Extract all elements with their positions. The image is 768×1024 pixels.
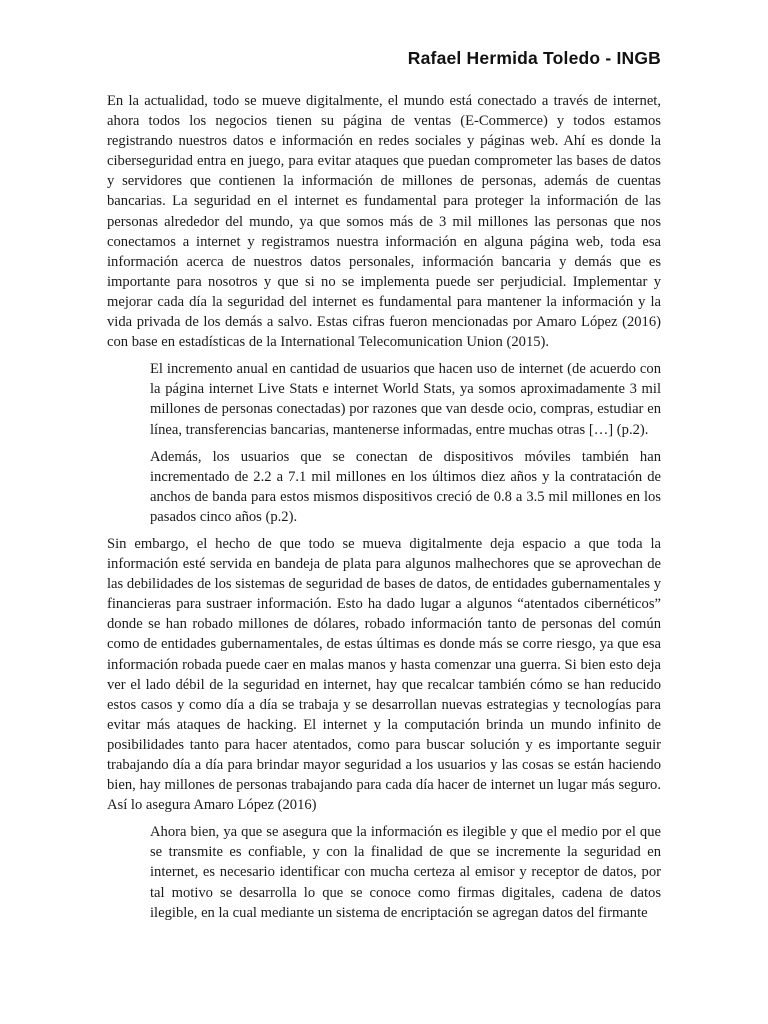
block-quote-1: El incremento anual en cantidad de usuarios que hacen uso de internet (de acuerdo con la página internet Live Stats e internet World Stats, ya somos aproximadamente 3 mil millones de personas conectadas) por razones que van desde ocio, compras, estudiar en línea, transferencias bancarias, mantenerse informadas, entre muchas otras […] (p.2). <box>150 361 661 438</box>
author-header: Rafael Hermida Toledo - INGB <box>407 48 661 68</box>
block-quote-3: Ahora bien, ya que se asegura que la información es ilegible y que el medio por el que se transmite es confiable, y con la finalidad de que se incremente la seguridad en internet, es necesario identificar con mucha certeza al emisor y receptor de datos, por tal motivo se desarrolla lo que se conoce como firmas digitales, cadena de datos ilegible, en la cual mediante un sistema de encriptación se agregan datos del firmante <box>150 824 661 921</box>
block-quote-2: Además, los usuarios que se conectan de dispositivos móviles también han incrementado de 2.2 a 7.1 mil millones en los últimos diez años y la contratación de anchos de banda para estos mismos dispositivos creció de 0.8 a 3.5 mil millones en los pasados cinco años (p.2). <box>150 448 661 525</box>
document-body <box>107 91 661 930</box>
body-paragraph-2: Sin embargo, el hecho de que todo se mueva digitalmente deja espacio a que toda la información esté servida en bandeja de plata para algunos malhechores que se aprovechan de las debilidades de los sistemas de seguridad de bases de datos, de entidades gubernamentales y financieras para sustraer información. Esto ha dado lugar a algunos “atentados cibernéticos” donde se han robado millones de dólares, robado información tanto de personas del común como de entidades gubernamentales, de estas últimas es donde más se corre riesgo, ya que esa información robada puede caer en malas manos y hasta comenzar una guerra. Si bien esto deja ver el lado débil de la seguridad en internet, hay que recalcar también cómo se han reducido estos casos y como día a día se trabaja y se desarrollan nuevas estrategias y tecnologías para evitar más ataques de hacking. El internet y la computación brinda un mundo infinito de posibilidades tanto para hacer atentados, como para buscar solución y es importante seguir trabajando día a día para brindar mayor seguridad a los usuarios y las cosas se están haciendo bien, hay millones de personas trabajando para cada día hacer de internet un lugar más seguro. Así lo asegura Amaro López (2016) <box>107 535 661 814</box>
intro-paragraph: En la actualidad, todo se mueve digitalmente, el mundo está conectado a través de internet, ahora todos los negocios tienen su página de ventas (E-Commerce) y todos estamos registrando nuestros datos e información en redes sociales y páginas web. Ahí es donde la ciberseguridad entra en juego, para evitar ataques que puedan comprometer las bases de datos y servidores que contienen la información de millones de personas, además de cuentas bancarias. La seguridad en el internet es fundamental para proteger la información de las personas alrededor del mundo, ya que somos más de 3 mil millones las personas que nos conectamos a internet y registramos nuestra información en alguna página web, toda esa información acerca de nuestros datos personales, información bancaria y demás que es importante para nosotros y que si no se implementa puede ser perjudicial. Implementar y mejorar cada día la seguridad del internet es fundamental para mantener la información y la vida privada de los demás a salvo. Estas cifras fueron mencionadas por Amaro López (2016) con base en estadísticas de la International Telecomunication Union (2015). <box>107 93 661 351</box>
